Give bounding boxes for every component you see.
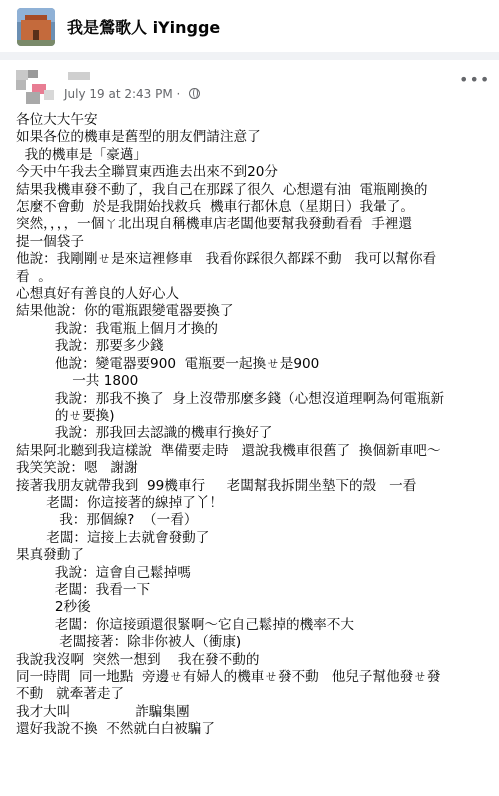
- post-line: 我說：那我回去認識的機車行換好了: [16, 425, 273, 442]
- post-line: 他說：變電器要900 電瓶要一起換ㄝ是900: [16, 355, 320, 372]
- post-line: 各位大大午安: [16, 112, 98, 128]
- post-line: 他說：我剛剛ㄝ是來這裡修車 我看你踩很久都踩不動 我可以幫你看: [16, 251, 437, 268]
- post-line: 我笑笑說：嗯 謝謝: [16, 460, 138, 477]
- post-line: 突然，，，，一個ㄚ北出現自稱機車店老闆他要幫我發動看看 手裡還: [16, 216, 413, 233]
- post-line: 果真發動了: [16, 547, 84, 564]
- post-line: 2秒後: [16, 599, 91, 616]
- group-name[interactable]: 我是鶯歌人 iYingge: [67, 18, 221, 37]
- post-line: 老闆：你這接著的線掉了丫！: [16, 494, 223, 511]
- post-line: 看 。: [16, 268, 52, 285]
- post-line: 一共 1800: [16, 373, 139, 390]
- post-line: 我說：那要多少錢: [16, 338, 164, 355]
- post-body: [16, 112, 494, 739]
- post-line: 我：那個線? （一看）: [16, 512, 198, 529]
- post-line: 老闆：你這接頭還很緊啊～它自己鬆掉的機率不大: [16, 616, 354, 633]
- post-line: 提一個袋子: [16, 233, 84, 250]
- post-line: 我才大叫 詐騙集團: [16, 703, 190, 720]
- post-line: 我說：那我不換了 身上沒帶那麼多錢（心想沒道理啊為何電瓶新: [16, 390, 445, 407]
- post-line: 怎麼不會動 於是我開始找救兵 機車行都休息（星期日）我暈了。: [16, 199, 414, 216]
- post-line: 老闆：我看一下: [16, 581, 151, 598]
- author-avatar[interactable]: [16, 70, 56, 106]
- group-cover-thumbnail[interactable]: [17, 8, 55, 46]
- more-options-button[interactable]: •••: [459, 70, 491, 89]
- post-line: 不動 就牽著走了: [16, 686, 125, 703]
- post-line: 心想真好有善良的人好心人: [16, 286, 180, 303]
- post-line: 我說：這會自己鬆掉嗎: [16, 564, 191, 581]
- post-line: 今天中午我去全聯買東西進去出來不到20分: [16, 164, 278, 181]
- post-line: 我說我沒啊 突然一想到 我在發不動的: [16, 651, 260, 668]
- post-line: 如果各位的機車是舊型的朋友們請注意了: [16, 129, 261, 146]
- post-line: 的ㄝ要換): [16, 407, 115, 424]
- post-line: 接著我朋友就帶我到 99機車行 老闆幫我拆開坐墊下的殼 一看: [16, 477, 417, 494]
- post-line: 我的機車是「豪邁」: [16, 146, 147, 163]
- post-line: 同一時間 同一地點 旁邊ㄝ有婦人的機車ㄝ發不動 他兒子幫他發ㄝ發: [16, 669, 441, 685]
- post-line: 老闆接著：除非你被人（衝康): [16, 634, 242, 651]
- post-line: 我說：我電瓶上個月才換的: [16, 320, 219, 337]
- post-line: 還好我說不換 不然就白白被騙了: [16, 721, 215, 738]
- post-line: 結果我機車發不動了，我自己在那踩了很久 心想還有油 電瓶剛換的: [16, 181, 428, 198]
- globe-icon: [189, 88, 200, 99]
- divider: [0, 52, 499, 60]
- author-name-redacted: [68, 72, 90, 80]
- post-line: 結果阿北聽到我這樣說 準備要走時 還說我機車很舊了 換個新車吧～: [16, 442, 441, 459]
- post-line: 結果他說：你的電瓶跟變電器要換了: [16, 303, 234, 320]
- post-timestamp[interactable]: July 19 at 2:43 PM ·: [64, 87, 181, 101]
- group-header: [0, 0, 499, 52]
- post-line: 老闆：這接上去就會發動了: [16, 529, 210, 546]
